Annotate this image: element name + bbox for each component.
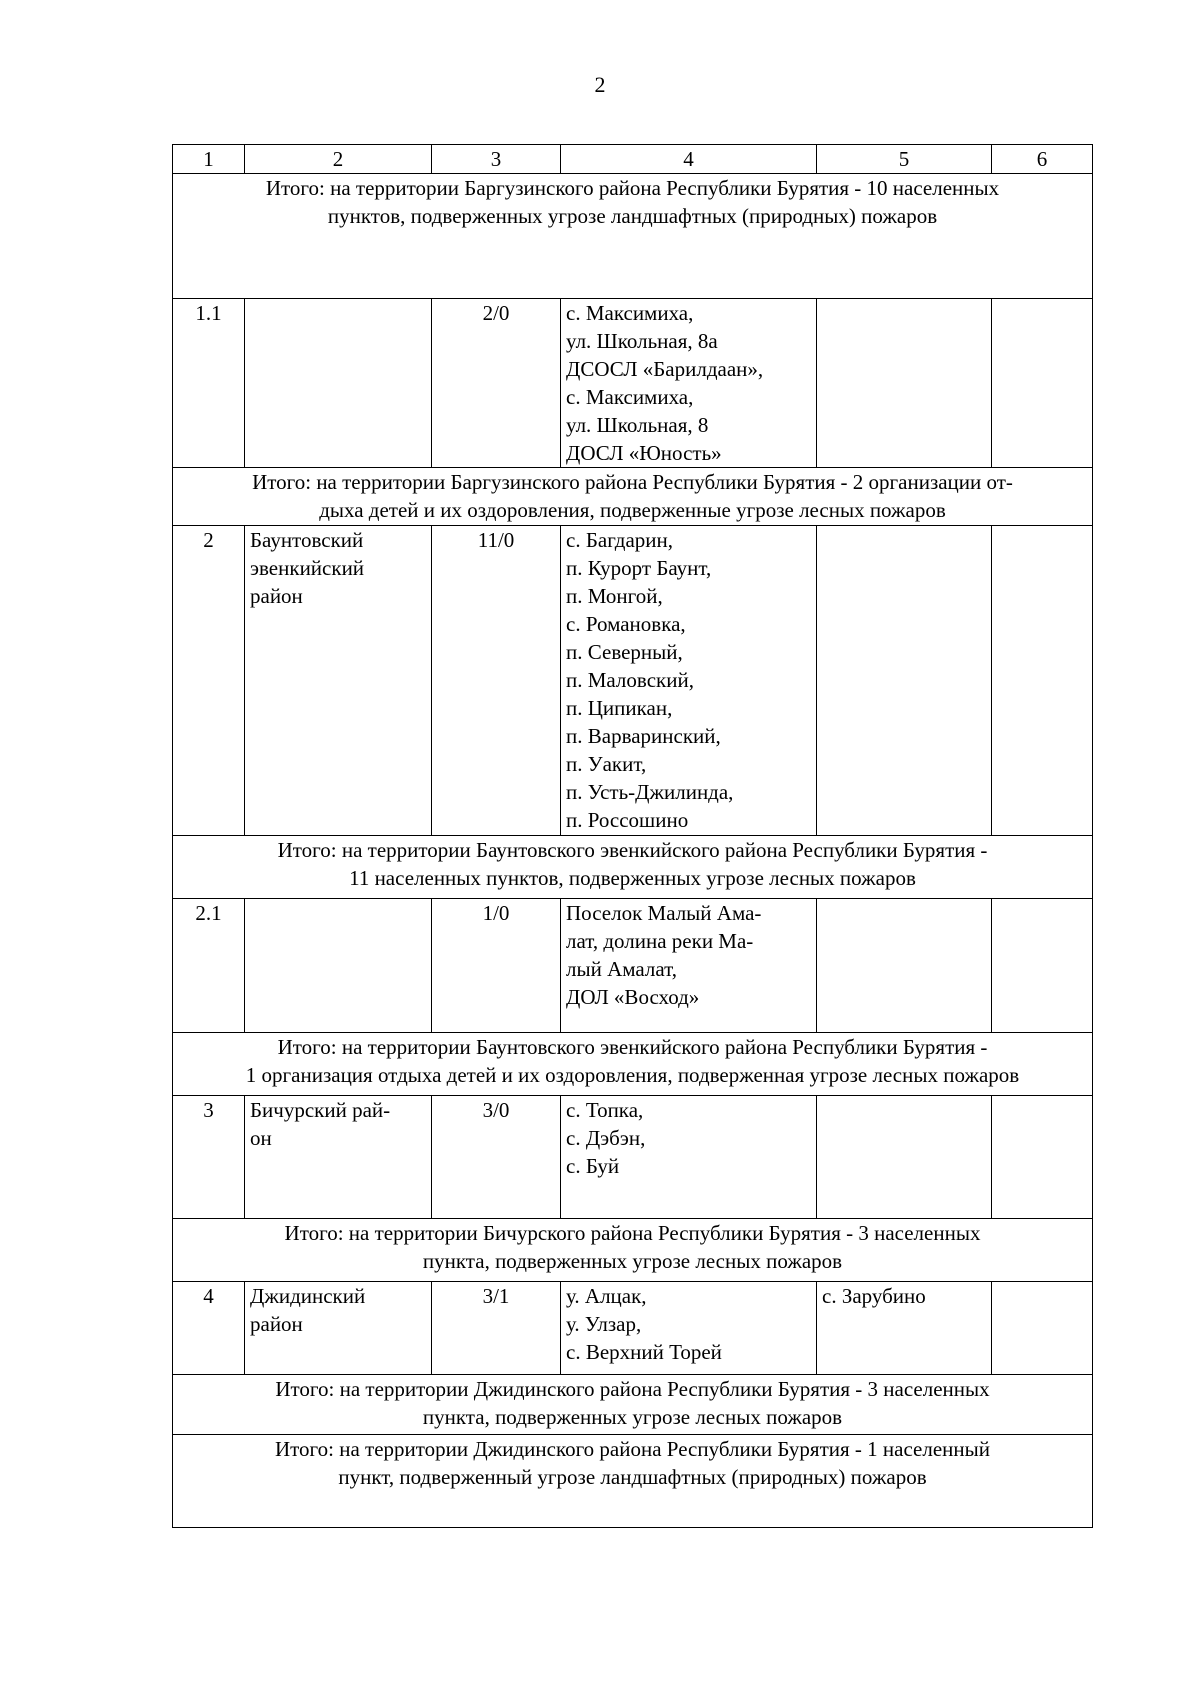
district-cell <box>245 1282 432 1375</box>
object-count-cell: 3/1 <box>432 1282 561 1375</box>
table-row <box>173 526 1093 836</box>
district-name-line: он <box>250 1126 272 1150</box>
summary-line: Итого: на территории Бичурского района Республики Бурятия - 3 населенных <box>284 1221 981 1245</box>
table-row <box>173 899 1093 1033</box>
settlement-line: п. Усть-Джилинда, <box>566 780 734 804</box>
column-6-cell <box>992 526 1093 836</box>
summary-cell <box>173 1219 1093 1282</box>
summary-cell <box>173 174 1093 299</box>
settlement-line: п. Россошино <box>566 808 689 832</box>
settlement-line: ДСОСЛ «Барилдаан», <box>566 357 764 381</box>
settlement-line: п. Маловский, <box>566 668 694 692</box>
summary-line: пункта, подверженных угрозе лесных пожаров <box>422 1249 843 1273</box>
settlements-cell <box>561 1282 817 1375</box>
summary-cell <box>173 1435 1093 1528</box>
table-header-row <box>173 145 1093 174</box>
column-5-line: с. Зарубино <box>822 1284 926 1308</box>
summary-line: пунктов, подверженных угрозе ландшафтных (природных) пожаров <box>327 204 938 228</box>
summary-line: 11 населенных пунктов, подверженных угрозе лесных пожаров <box>349 866 916 890</box>
summary-line: Итого: на территории Баунтовского эвенкийского района Республики Бурятия - <box>277 838 988 862</box>
settlement-line: с. Максимиха, <box>566 385 694 409</box>
summary-line: пункта, подверженных угрозе лесных пожаров <box>422 1405 843 1429</box>
summary-cell <box>173 1033 1093 1096</box>
settlement-line: п. Ципикан, <box>566 696 673 720</box>
summary-cell <box>173 1375 1093 1435</box>
district-name-line: район <box>250 1312 303 1336</box>
district-name-line: Баунтовский <box>250 528 364 552</box>
settlement-line: Поселок Малый Ама- <box>566 901 762 925</box>
summary-line: Итого: на территории Джидинского района Республики Бурятия - 3 населенных <box>275 1377 990 1401</box>
column-5-cell <box>817 526 992 836</box>
column-6-cell <box>992 1282 1093 1375</box>
column-5-cell <box>817 1096 992 1219</box>
header-cell: 2 <box>245 145 432 174</box>
page-number: 2 <box>594 72 606 97</box>
settlement-line: с. Багдарин, <box>566 528 673 552</box>
settlements-cell <box>561 299 817 468</box>
settlement-line: п. Уакит, <box>566 752 647 776</box>
object-count-cell: 2/0 <box>432 299 561 468</box>
settlement-line: ДОСЛ «Юность» <box>566 441 722 465</box>
row-number-cell: 4 <box>173 1282 245 1375</box>
summary-line: Итого: на территории Джидинского района Республики Бурятия - 1 населенный <box>274 1437 990 1461</box>
district-cell <box>245 899 432 1033</box>
settlement-line: с. Топка, <box>566 1098 644 1122</box>
summary-row <box>173 1375 1093 1435</box>
settlement-line: лый Амалат, <box>566 957 677 981</box>
district-name-line: эвенкийский <box>250 556 365 580</box>
row-number-cell: 1.1 <box>173 299 245 468</box>
row-number-cell: 2.1 <box>173 899 245 1033</box>
district-cell <box>245 1096 432 1219</box>
settlement-line: ул. Школьная, 8 <box>566 413 709 437</box>
summary-line: Итого: на территории Баунтовского эвенкийского района Республики Бурятия - <box>277 1035 988 1059</box>
table-row <box>173 1282 1093 1375</box>
summary-cell <box>173 468 1093 526</box>
header-cell: 6 <box>992 145 1093 174</box>
summary-line: дыха детей и их оздоровления, подверженные угрозе лесных пожаров <box>319 498 946 522</box>
summary-row <box>173 836 1093 899</box>
summary-line: Итого: на территории Баргузинского района Республики Бурятия - 10 населенных <box>265 176 1000 200</box>
summary-row <box>173 1219 1093 1282</box>
settlement-line: п. Монгой, <box>566 584 663 608</box>
column-5-cell <box>817 899 992 1033</box>
column-6-cell <box>992 1096 1093 1219</box>
table-row <box>173 299 1093 468</box>
settlements-cell <box>561 899 817 1033</box>
summary-line: пункт, подверженный угрозе ландшафтных (природных) пожаров <box>338 1465 927 1489</box>
summary-line: Итого: на территории Баргузинского района Республики Бурятия - 2 организации от- <box>252 470 1013 494</box>
settlement-line: с. Буй <box>566 1154 620 1178</box>
settlement-line: п. Варваринский, <box>566 724 721 748</box>
settlement-line: с. Максимиха, <box>566 301 694 325</box>
settlement-line: с. Верхний Торей <box>566 1340 722 1364</box>
header-cell: 1 <box>173 145 245 174</box>
column-5-cell <box>817 1282 992 1375</box>
district-name-line: район <box>250 584 303 608</box>
header-cell: 5 <box>817 145 992 174</box>
settlement-line: п. Курорт Баунт, <box>566 556 712 580</box>
header-cell: 4 <box>561 145 817 174</box>
settlement-line: у. Алцак, <box>566 1284 647 1308</box>
summary-row <box>173 1435 1093 1528</box>
column-5-cell <box>817 299 992 468</box>
summary-line: 1 организация отдыха детей и их оздоровления, подверженная угрозе лесных пожаров <box>245 1063 1020 1087</box>
object-count-cell: 1/0 <box>432 899 561 1033</box>
settlement-line: п. Северный, <box>566 640 683 664</box>
table-row <box>173 1096 1093 1219</box>
district-name-line: Бичурский рай- <box>250 1098 391 1122</box>
settlement-line: ДОЛ «Восход» <box>566 985 700 1009</box>
summary-row <box>173 1033 1093 1096</box>
summary-cell <box>173 836 1093 899</box>
settlements-table <box>172 144 1093 1528</box>
settlement-line: с. Романовка, <box>566 612 686 636</box>
settlement-line: с. Дэбэн, <box>566 1126 646 1150</box>
column-6-cell <box>992 299 1093 468</box>
row-number-cell: 2 <box>173 526 245 836</box>
row-number-cell: 3 <box>173 1096 245 1219</box>
settlement-line: лат, долина реки Ма- <box>566 929 754 953</box>
settlements-cell <box>561 1096 817 1219</box>
column-6-cell <box>992 899 1093 1033</box>
settlement-line: ул. Школьная, 8а <box>566 329 718 353</box>
header-cell: 3 <box>432 145 561 174</box>
settlement-line: у. Улзар, <box>566 1312 642 1336</box>
summary-row <box>173 174 1093 299</box>
district-cell <box>245 526 432 836</box>
district-name-line: Джидинский <box>250 1284 366 1308</box>
district-cell <box>245 299 432 468</box>
settlements-cell <box>561 526 817 836</box>
object-count-cell: 11/0 <box>432 526 561 836</box>
summary-row <box>173 468 1093 526</box>
object-count-cell: 3/0 <box>432 1096 561 1219</box>
